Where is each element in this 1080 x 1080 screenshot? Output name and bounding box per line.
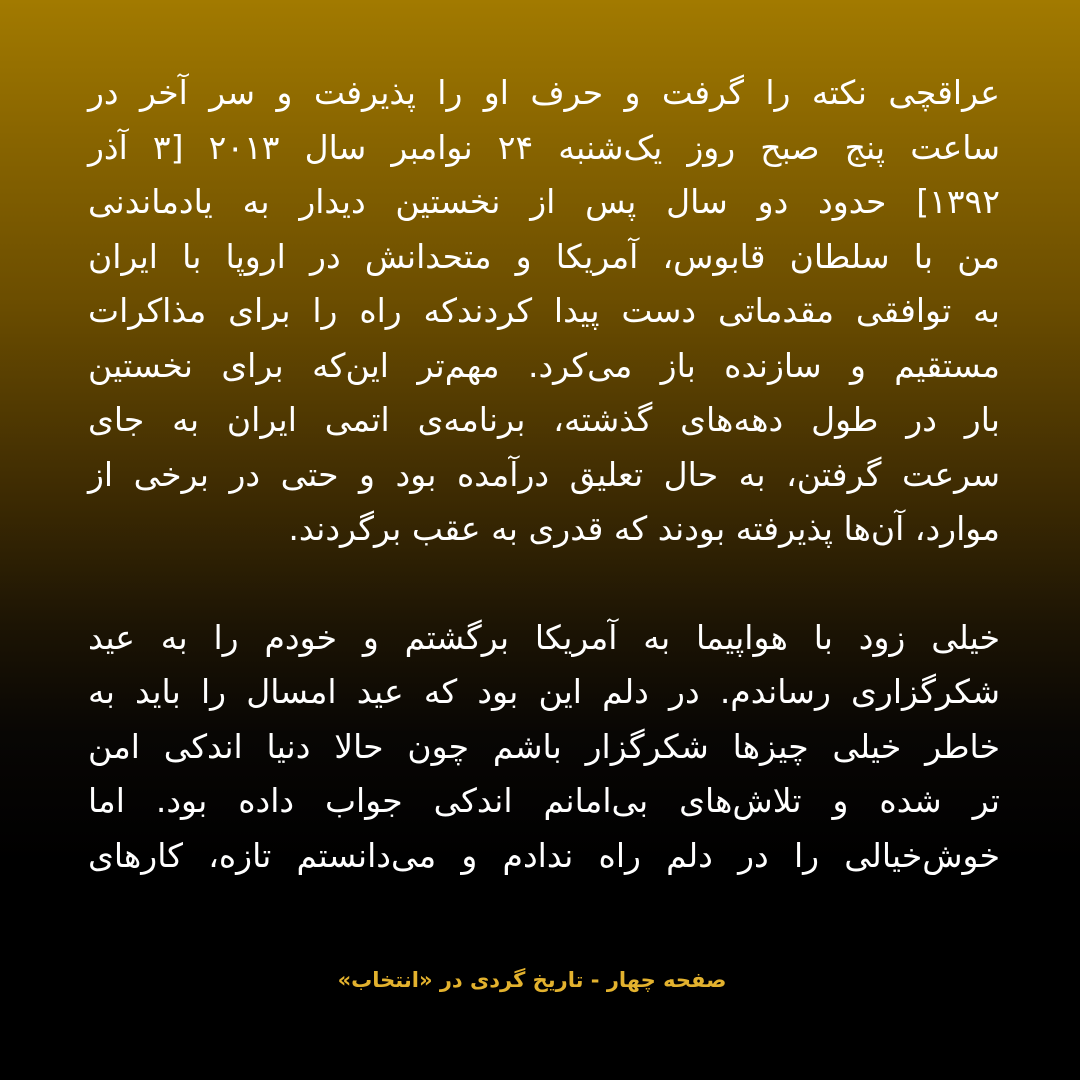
text-line: خیلی زود با هواپیما به آمریکا برگشتم و خودم را به عید [88,617,1000,657]
text-line: بار در طول دهه‌های گذشته، برنامه‌ی اتمی ایران به جای [88,400,1000,439]
text-line: من با سلطان قابوس، آمریکا و متحدانش در اروپا با ایران [88,236,1000,276]
text-line: سرعت گرفتن، به حال تعلیق درآمده بود و حتی در برخی از [88,454,1000,494]
text-line: خوش‌خیالی را در دلم راه ندادم و می‌دانستم تازه، کارهای [88,835,1000,875]
text-line: خاطر خیلی چیزها شکرگزار باشم چون حالا دنیا اندکی امن [88,726,1000,766]
page-footer [0,968,1080,992]
article-body [88,66,1000,883]
paragraph-1 [88,66,1000,557]
paragraph-2 [88,611,1000,884]
text-line: به توافقی مقدماتی دست پیدا کردندکه راه را برای مذاکرات [88,291,1000,330]
text-line: ۱۳۹۲] حدود دو سال پس از نخستین دیدار به یادماندنی [88,182,1000,221]
text-line: موارد، آن‌ها پذیرفته بودند که قدری به عقب برگردند. [288,509,1000,548]
text-line: ساعت پنج صبح روز یک‌شنبه ۲۴ نوامبر سال ۲۰۱۳ [۳ آذر [88,127,1000,167]
text-line: عراقچی نکته را گرفت و حرف او را پذیرفت و سر آخر در [88,73,1000,112]
text-line: شکرگزاری رساندم. در دلم این بود که عید امسال را باید به [88,672,1000,711]
footer-caption: صفحه چهار - تاریخ گردی در «انتخاب» [337,968,727,992]
text-line: مستقیم و سازنده باز می‌کرد. مهم‌تر این‌که برای نخستین [88,345,1000,385]
text-line: تر شده و تلاش‌های بی‌امانم اندکی جواب داده بود. اما [88,781,1000,820]
